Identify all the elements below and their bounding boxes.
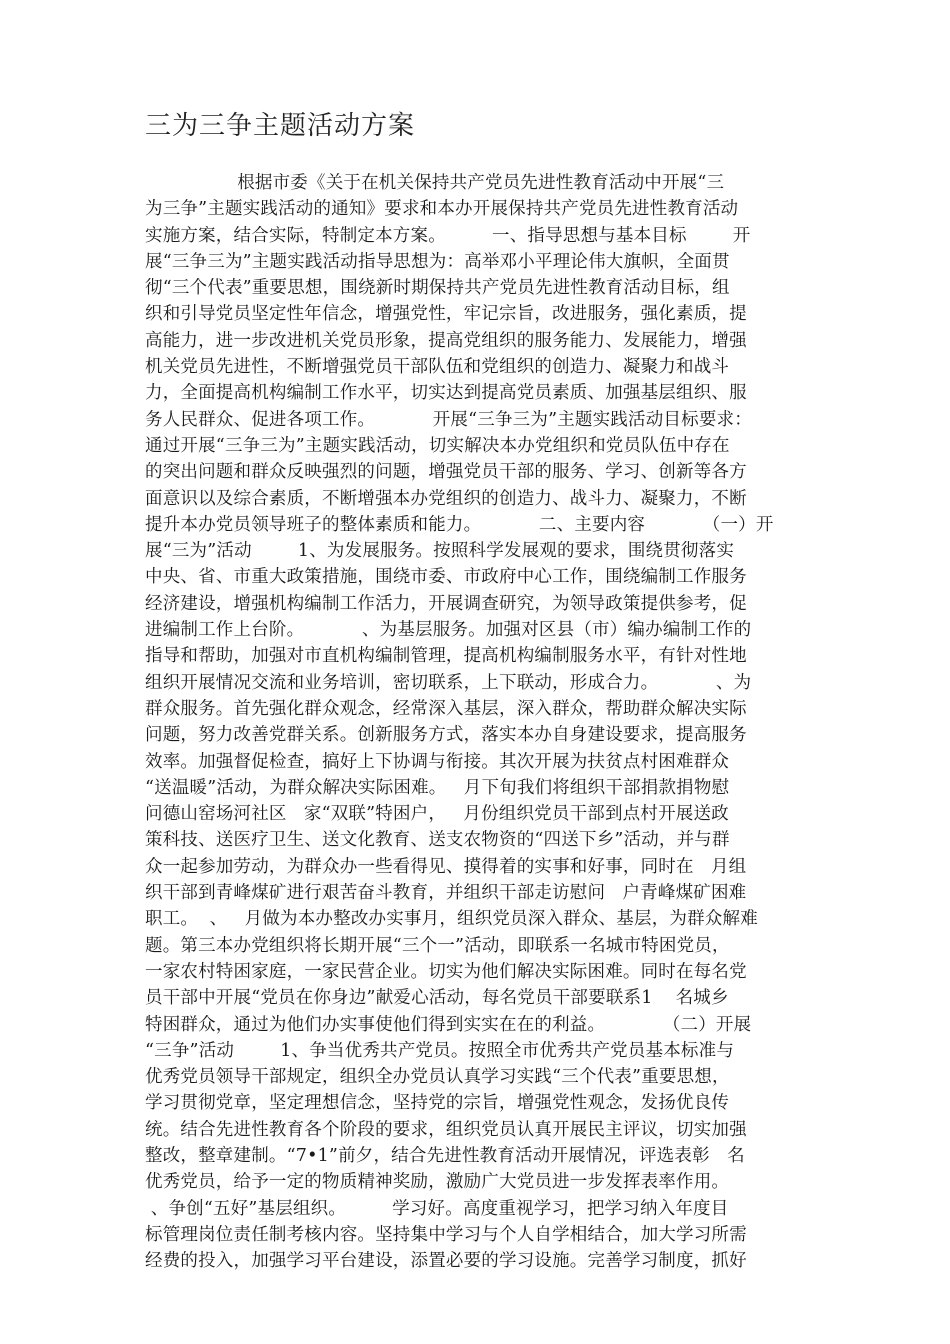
- body-text-line: 标管理岗位责任制考核内容。坚持集中学习与个人自学相结合，加大学习所需: [145, 1224, 747, 1245]
- body-text-line: 一家农村特困家庭，一家民营企业。切实为他们解决实际困难。同时在每名党: [145, 961, 747, 982]
- body-text-line: 经费的投入，加强学习平台建设，添置必要的学习设施。完善学习制度，抓好: [145, 1251, 747, 1272]
- body-text-line: 策科技、送医疗卫生、送文化教育、送支农物资的“四送下乡”活动，并与群: [145, 830, 730, 851]
- body-text-line: 、争创“五好”基层组织。 学习好。高度重视学习，把学习纳入年度目: [145, 1198, 729, 1219]
- body-text-line: 特困群众，通过为他们办实事使他们得到实实在在的利益。 （二）开展: [145, 1014, 752, 1035]
- body-text-line: 群众服务。首先强化群众观念，经常深入基层，深入群众，帮助群众解决实际: [145, 698, 747, 719]
- body-text-line: 问题，努力改善党群关系。创新服务方式，落实本办自身建设要求，提高服务: [145, 725, 747, 746]
- body-text-line: 务人民群众、促进各项工作。 开展“三争三为”主题实践活动目标要求：: [145, 409, 752, 430]
- document-body: [145, 170, 810, 1274]
- body-text-line: 高能力，进一步改进机关党员形象，提高党组织的服务能力、发展能力，增强: [145, 330, 747, 351]
- body-text-line: 进编制工作上台阶。 、为基层服务。加强对区县（市）编办编制工作的: [145, 620, 752, 641]
- body-text-line: 根据市委《关于在机关保持共产党员先进性教育活动中开展“三: [145, 173, 725, 193]
- body-text-line: 优秀党员，给予一定的物质精神奖励，激励广大党员进一步发挥表率作用。: [145, 1172, 730, 1193]
- body-text-line: 题。第三本办党组织将长期开展“三个一”活动，即联系一名城市特困党员，: [145, 935, 730, 956]
- body-text-line: 展“三争三为”主题实践活动指导思想为：高举邓小平理论伟大旗帜，全面贯: [145, 251, 730, 272]
- body-text-line: 面意识以及综合素质，不断增强本办党组织的创造力、战斗力、凝聚力，不断: [145, 488, 747, 509]
- body-text-line: 织和引导党员坚定性年信念，增强党性，牢记宗旨，改进服务，强化素质，提: [145, 304, 747, 325]
- body-text-line: 效率。加强督促检查，搞好上下协调与衔接。其次开展为扶贫点村困难群众: [145, 751, 730, 772]
- body-text-line: 职工。 、 月做为本办整改办实事月，组织党员深入群众、基层，为群众解难: [145, 909, 758, 930]
- body-text-line: 的突出问题和群众反映强烈的问题，增强党员干部的服务、学习、创新等各方: [145, 462, 747, 483]
- document-title: 三为三争主题活动方案: [145, 111, 416, 141]
- body-text-line: “送温暖”活动，为群众解决实际困难。 月下旬我们将组织干部捐款捐物慰: [145, 777, 730, 798]
- body-text-line: 指导和帮助，加强对市直机构编制管理，提高机构编制服务水平，有针对性地: [145, 646, 747, 667]
- body-text-line: 实施方案，结合实际，特制定本方案。 一、指导思想与基本目标 开: [145, 225, 751, 246]
- body-text-line: “三争”活动 1、争当优秀共产党员。按照全市优秀共产党员基本标准与: [145, 1040, 735, 1061]
- body-text-line: 优秀党员领导干部规定，组织全办党员认真学习实践“三个代表”重要思想，: [145, 1067, 730, 1088]
- body-text-line: 提升本办党员领导班子的整体素质和能力。 二、主要内容 （一）开: [145, 514, 774, 535]
- body-text-line: 经济建设，增强机构编制工作活力，开展调查研究，为领导政策提供参考，促: [145, 593, 747, 614]
- body-text-line: 学习贯彻党章，坚定理想信念，坚持党的宗旨，增强党性观念，发扬优良传: [145, 1093, 730, 1114]
- body-text-line: 通过开展“三争三为”主题实践活动，切实解决本办党组织和党员队伍中存在: [145, 435, 730, 456]
- body-text-line: 问德山窑场河社区 家“双联”特困户， 月份组织党员干部到点村开展送政: [145, 804, 729, 825]
- body-text-line: 织干部到青峰煤矿进行艰苦奋斗教育，并组织干部走访慰问 户青峰煤矿困难: [145, 883, 747, 904]
- body-text-line: 统。结合先进性教育各个阶段的要求，组织党员认真开展民主评议，切实加强: [145, 1119, 747, 1140]
- body-text-line: 机关党员先进性，不断增强党员干部队伍和党组织的创造力、凝聚力和战斗: [145, 357, 730, 378]
- body-text-line: 展“三为”活动 1、为发展服务。按照科学发展观的要求，围绕贯彻落实: [145, 541, 735, 562]
- body-text-line: 为三争”主题实践活动的通知》要求和本办开展保持共产党员先进性教育活动: [145, 199, 739, 220]
- body-text-line: 力，全面提高机构编制工作水平，切实达到提高党员素质、加强基层组织、服: [145, 383, 747, 404]
- body-text-line: 员干部中开展“党员在你身边”献爱心活动，每名党员干部要联系1 名城乡: [145, 988, 729, 1009]
- body-text-line: 整改，整章建制。“7•1”前夕，结合先进性教育活动开展情况，评选表彰 名: [145, 1145, 745, 1166]
- body-text-line: 中央、省、市重大政策措施，围绕市委、市政府中心工作，围绕编制工作服务: [145, 567, 747, 588]
- body-text-line: 彻“三个代表”重要思想，围绕新时期保持共产党员先进性教育活动目标，组: [145, 278, 730, 299]
- body-text-line: 众一起参加劳动，为群众办一些看得见、摸得着的实事和好事，同时在 月组: [145, 856, 747, 877]
- body-text-line: 组织开展情况交流和业务培训，密切联系，上下联动，形成合力。 、为: [145, 672, 752, 693]
